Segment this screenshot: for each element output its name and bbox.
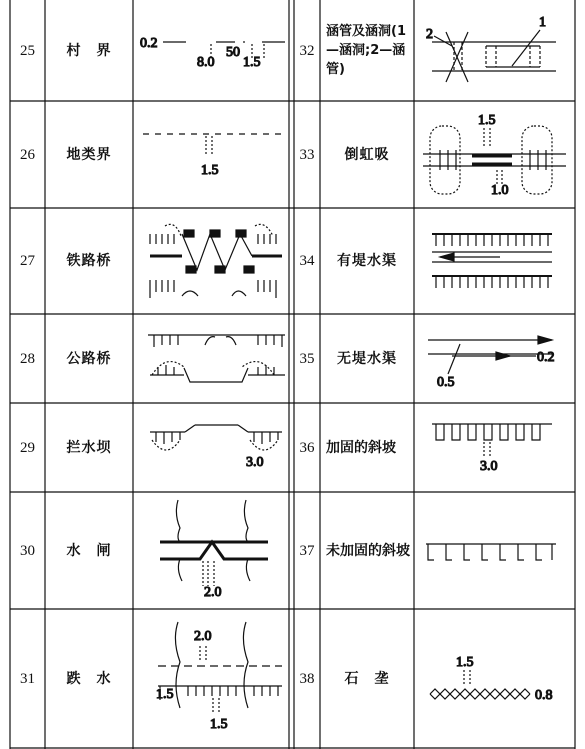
row-number: 34: [299, 253, 315, 269]
row-number: 29: [20, 439, 35, 456]
symbol-name: 铁路桥: [66, 253, 112, 269]
railway-bridge-symbol: [150, 224, 282, 298]
symbol-name: 拦水坝: [66, 439, 112, 456]
dimension-label: 2.0: [194, 629, 212, 644]
row-number: 31: [20, 670, 35, 687]
dimension-label: 1.0: [491, 183, 509, 198]
drop-symbol: [158, 622, 282, 714]
symbol-name: 跌 水: [66, 670, 112, 687]
dimension-label: 3.0: [246, 455, 264, 470]
symbol-name: 涵管及涵洞(1—涵洞;2—涵管): [326, 24, 406, 77]
unreinforced-slope-symbol: [426, 544, 556, 560]
dimension-label: 0.2: [140, 36, 158, 51]
diked-canal-symbol: [432, 234, 552, 288]
row-number: 28: [20, 350, 35, 367]
symbol-name: 石 垄: [344, 670, 390, 687]
row-number: 35: [299, 350, 315, 367]
row-number: 30: [20, 542, 35, 559]
stone-ridge-symbol: [430, 670, 530, 699]
dimension-label: 8.0: [197, 55, 215, 70]
row-number: 25: [20, 42, 35, 59]
dimension-label: 2.0: [204, 585, 222, 600]
symbol-name: 有堤水渠: [337, 253, 397, 269]
canal-symbol: [428, 336, 552, 374]
row-number: 37: [299, 542, 315, 559]
dam-symbol: [150, 425, 282, 450]
dimension-label: 50: [226, 45, 240, 60]
symbol-name: 村 界: [66, 42, 112, 59]
symbol-name: 地类界: [66, 146, 112, 163]
row-number: 27: [20, 253, 35, 269]
dimension-label: 0.8: [535, 688, 553, 703]
dimension-label: 3.0: [480, 459, 498, 474]
symbol-name: 无堤水渠: [337, 350, 397, 367]
row-number: 36: [299, 439, 315, 456]
highway-bridge-symbol: [148, 335, 285, 382]
symbol-name: 水 闸: [66, 542, 112, 559]
dimension-label: 1.5: [478, 113, 496, 128]
dimension-label: 0.5: [437, 375, 455, 390]
dimension-label: 1.5: [210, 717, 228, 732]
dimension-label: 1.5: [201, 163, 219, 178]
village-boundary-symbol: [163, 42, 285, 58]
row-number: 33: [299, 146, 315, 163]
dimension-label: 1.5: [243, 55, 261, 70]
sluice-gate-symbol: [160, 500, 268, 586]
row-number: 38: [299, 670, 315, 687]
dimension-label: 1.5: [456, 655, 474, 670]
symbol-name: 公路桥: [66, 350, 112, 367]
culvert-symbol: [432, 30, 556, 82]
land-class-boundary-symbol: [143, 134, 285, 156]
row-number: 26: [20, 146, 35, 163]
row-number: 32: [299, 42, 315, 59]
symbol-name: 倒虹吸: [344, 146, 390, 163]
dimension-label: 0.2: [537, 350, 555, 365]
reinforced-slope-symbol: [432, 424, 552, 458]
symbol-name: 加固的斜坡: [326, 439, 396, 456]
callout-label: 2: [426, 27, 433, 42]
callout-label: 1: [539, 15, 546, 30]
symbol-name: 未加固的斜坡: [326, 542, 410, 559]
dimension-label: 1.5: [156, 687, 174, 702]
